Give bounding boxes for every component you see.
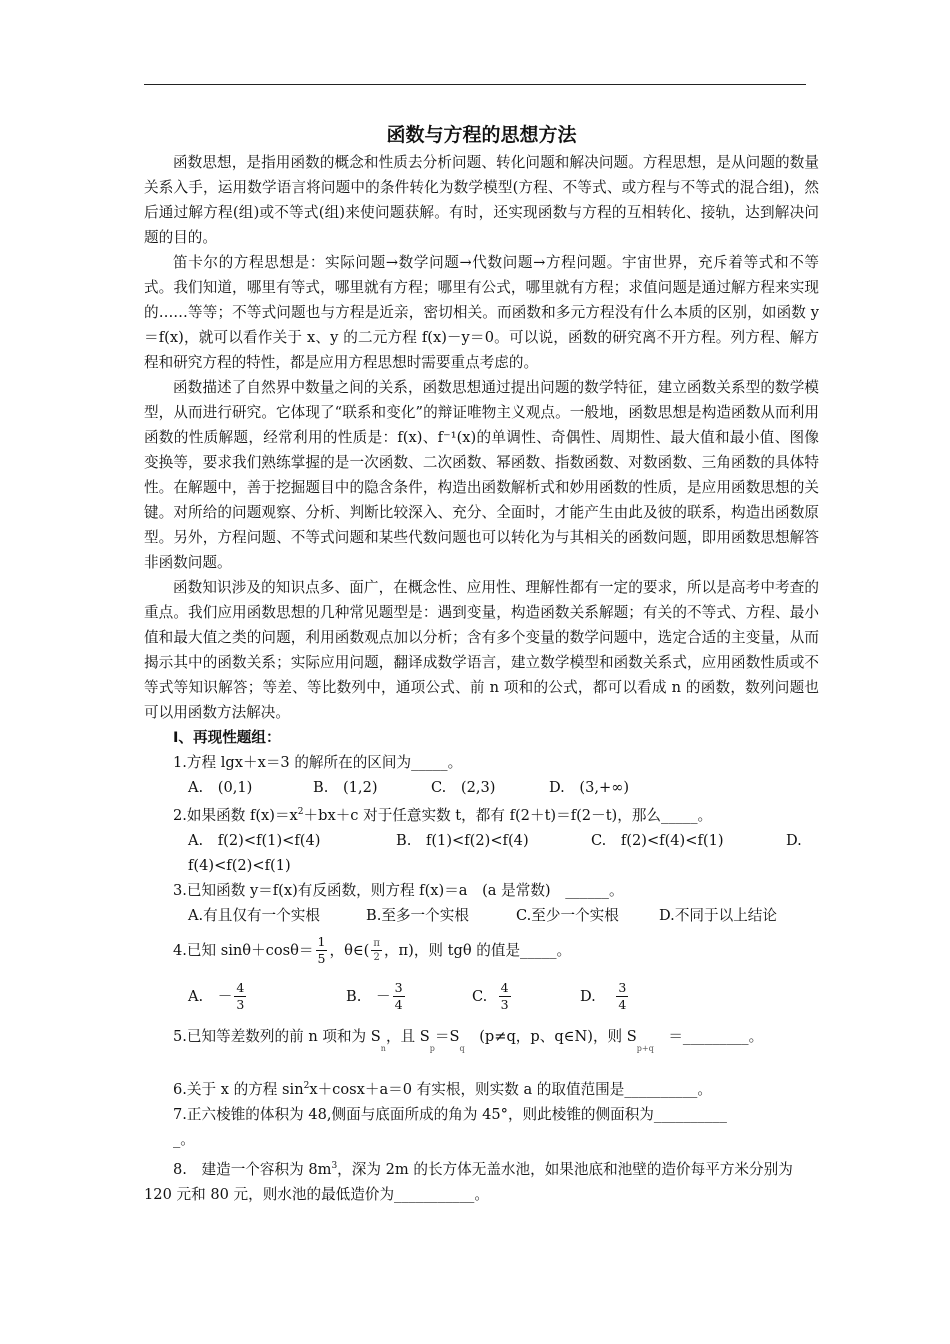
q4-fraction-a: $\frac{4}{3}$: [236, 980, 245, 1013]
q4-option-a: A. － $\frac{4}{3}$: [188, 980, 245, 1013]
question-7: 7.正六棱锥的体积为 48,侧面与底面所成的角为 45°，则此棱锥的侧面积为__________: [173, 1105, 727, 1123]
question-3-options: [144, 903, 819, 928]
q2-option-b: B. f(1)<f(2)<f(4): [396, 831, 529, 849]
q2-option-c: C. f(2)<f(4)<f(1): [591, 831, 724, 849]
section-heading: Ⅰ、再现性题组：: [173, 729, 281, 746]
q1-option-a: A. (0,1): [188, 779, 253, 796]
question-8: 8. 建造一个容积为 $8m^3$，深为 2m 的长方体无盖水池，如果池底和池壁的造价每平方米分别为 120 元和 80 元，则水池的最低造价为___________。: [144, 1160, 793, 1203]
q4-option-c: C. $\frac{4}{3}$: [472, 980, 509, 1013]
q4-fraction-c: $\frac{4}{3}$: [500, 980, 509, 1013]
q4-option-b: B. － $\frac{3}{4}$: [346, 980, 403, 1013]
q1-option-b: B. (1,2): [313, 779, 378, 796]
q3-option-c: C.至少一个实根: [516, 906, 619, 924]
question-6: 6.关于 x 的方程 $\sin^2x+\cos x+a=0$ 有实根，则实数 a 的取值范围是__________。: [173, 1080, 712, 1098]
paragraph-1: 函数思想，是指用函数的概念和性质去分析问题、转化问题和解决问题。方程思想，是从问题的数量关系入手，运用数学语言将问题中的条件转化为数学模型(方程、不等式、或方程与不等式的混合组)，然后通过解方程(组)或不等式(组)来使问题获解。有时，还实现函数与方程的互相转化、接轨，达到解决问题的目的。: [144, 154, 819, 246]
fraction-pi-half: $\frac{\pi}{2}$: [373, 938, 380, 964]
question-2: 2.如果函数 $f(x)=x^2+bx+c$ 对于任意实数 t，都有 f(2＋t)＝f(2－t)，那么_____。: [173, 806, 713, 824]
question-2-options: [144, 828, 819, 853]
document-page: [144, 120, 819, 1207]
q2-option-d-continued: f(4)<f(2)<f(1): [188, 856, 291, 874]
q3-option-b: B.至多一个实根: [366, 906, 469, 924]
q1-option-c: C. (2,3): [431, 779, 496, 796]
question-5: 5.已知等差数列的前 n 项和为 $S_n$，且 $S_p=S_q$ (p≠q，p、q∈N)，则 $S_{p+q}$ ＝_________。: [173, 1027, 764, 1053]
document-title: 函数与方程的思想方法: [386, 124, 577, 146]
paragraph-3: 函数描述了自然界中数量之间的关系，函数思想通过提出问题的数学特征，建立函数关系型的数学模型，从而进行研究。它体现了“联系和变化”的辩证唯物主义观点。一般地，函数思想是构造函数从而利用函数的性质解题，经常利用的性质是：f(x)、f⁻¹(x)的单调性、奇偶性、周期性、最大值和最小值、图像变换等，要求我们熟练掌握的是一次函数、二次函数、幂函数、指数函数、对数函数、三角函数的具体特性。在解题中，善于挖掘题目中的隐含条件，构造出函数解析式和妙用函数的性质，是应用函数思想的关键。对所给的问题观察、分析、判断比较深入、充分、全面时，才能产生由此及彼的联系，构造出函数原型。另外，方程问题、不等式问题和某些代数问题也可以转化为与其相关的函数问题，即用函数思想解答非函数问题。: [144, 379, 819, 571]
paragraph-4: 函数知识涉及的知识点多、面广，在概念性、应用性、理解性都有一定的要求，所以是高考中考查的重点。我们应用函数思想的几种常见题型是：遇到变量，构造函数关系解题；有关的不等式、方程、最小值和最大值之类的问题，利用函数观点加以分析；含有多个变量的数学问题中，选定合适的主变量，从而揭示其中的函数关系；实际应用问题，翻译成数学语言，建立数学模型和函数关系式，应用函数性质或不等式等知识解答；等差、等比数列中，通项公式、前 n 项和的公式，都可以看成 n 的函数，数列问题也可以用函数方法解决。: [144, 579, 819, 721]
q4-option-d: D. $\frac{3}{4}$: [580, 980, 627, 1013]
q3-option-d: D.不同于以上结论: [659, 906, 777, 924]
q2-option-a: A. f(2)<f(1)<f(4): [188, 831, 321, 849]
fraction-one-fifth: $\frac{1}{5}$: [317, 934, 326, 967]
q4-fraction-b: $\frac{3}{4}$: [394, 980, 403, 1013]
question-4: 4.已知 sinθ＋cosθ＝ $\frac{1}{5}$ ，θ∈( $\frac{\pi}{2}$ ，π)，则 tgθ 的值是_____。: [173, 934, 572, 967]
question-1-options: [144, 775, 819, 800]
q1-option-d: D. (3,+∞): [549, 779, 630, 796]
question-7-continued: _。: [173, 1130, 195, 1148]
q4-fraction-d: $\frac{3}{4}$: [618, 980, 627, 1013]
paragraph-2: 笛卡尔的方程思想是：实际问题→数学问题→代数问题→方程问题。宇宙世界，充斥着等式和不等式。我们知道，哪里有等式，哪里就有方程；哪里有公式，哪里就有方程；求值问题是通过解方程来实现的……等等；不等式问题也与方程是近亲，密切相关。而函数和多元方程没有什么本质的区别，如函数 y＝f(x)，就可以看作关于 x、y 的二元方程 f(x)－y＝0。可以说，函数的研究离不开方程。列方程、解方程和研究方程的特性，都是应用方程思想时需要重点考虑的。: [144, 254, 819, 371]
question-3: 3.已知函数 y＝f(x)有反函数，则方程 f(x)＝a (a 是常数) ______。: [173, 881, 624, 899]
q3-option-a: A.有且仅有一个实根: [188, 906, 320, 924]
header-rule: [144, 84, 806, 85]
question-1: 1.方程 lgx＋x＝3 的解所在的区间为_____。: [173, 754, 463, 771]
question-4-options: [144, 974, 819, 1020]
q2-option-d: D.: [786, 831, 802, 849]
